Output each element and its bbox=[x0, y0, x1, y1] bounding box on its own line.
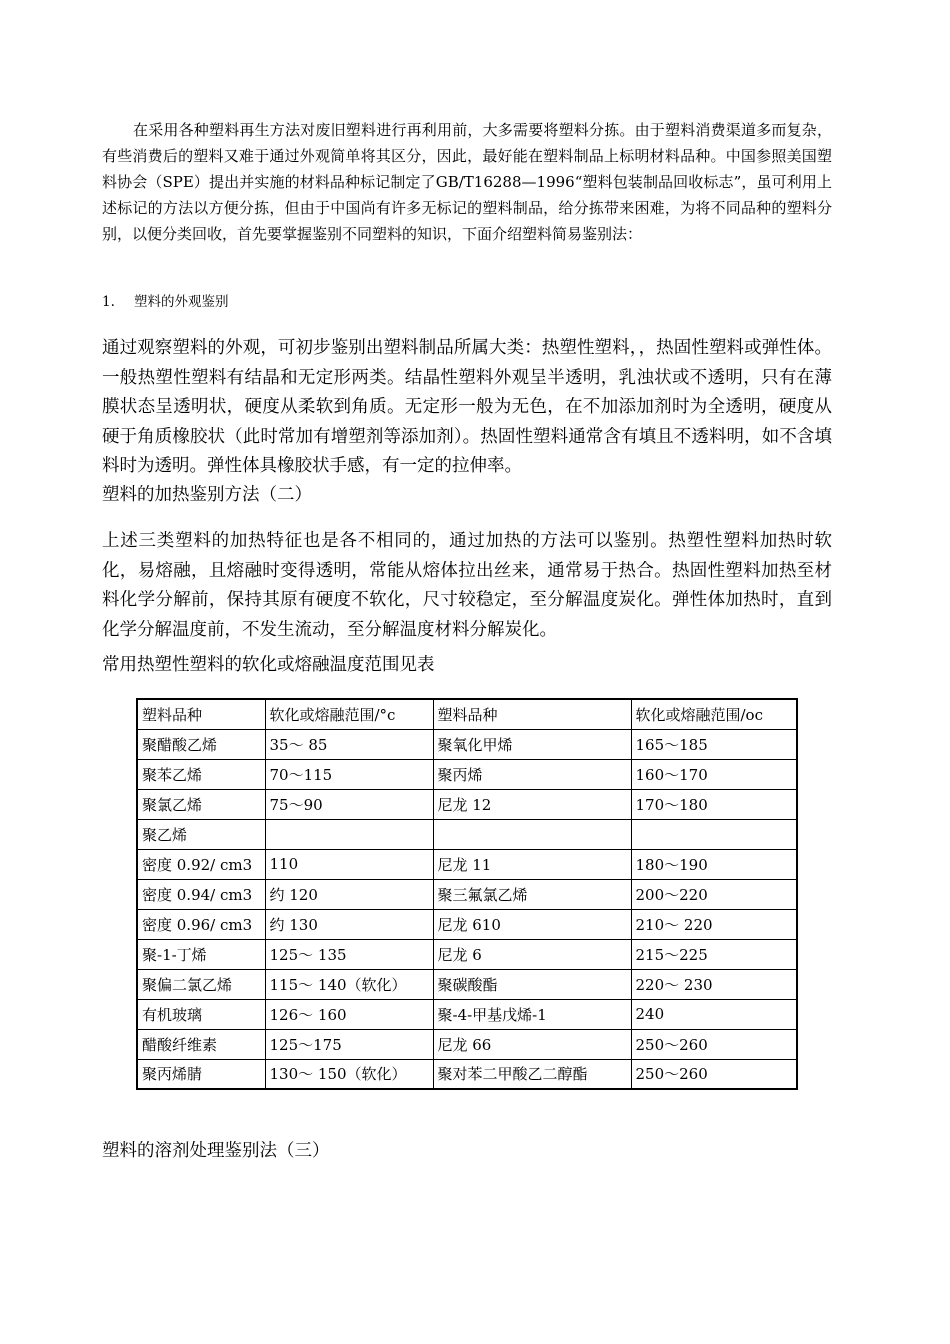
table-row bbox=[137, 729, 797, 759]
section1-paragraph: 通过观察塑料的外观，可初步鉴别出塑料制品所属大类：热塑性塑料，，热固性塑料或弹性体。一般热塑性塑料有结晶和无定形两类。结晶性塑料外观呈半透明，乳浊状或不透明，只有在薄膜状态呈透明状，硬度从柔软到角质。无定形一般为无色，在不加添加剂时为全透明，硬度从硬于角质橡胶状（此时常加有增塑剂等添加剂）。热固性塑料通常含有填且不透料明，如不含填料时为透明。弹性体具橡胶状手感，有一定的拉伸率。 bbox=[102, 338, 832, 476]
table-cell: 尼龙 610 bbox=[433, 909, 631, 939]
table-cell: 35～ 85 bbox=[265, 729, 433, 759]
table-cell: 聚醋酸乙烯 bbox=[137, 729, 265, 759]
table-row bbox=[137, 969, 797, 999]
table-cell: 尼龙 6 bbox=[433, 939, 631, 969]
table-header-cell: 软化或熔融范围/oc bbox=[631, 699, 797, 729]
table-cell: 250～260 bbox=[631, 1029, 797, 1059]
table-cell: 聚-1-丁烯 bbox=[137, 939, 265, 969]
section2-paragraph: 上述三类塑料的加热特征也是各不相同的，通过加热的方法可以鉴别。热塑性塑料加热时软化，易熔融，且熔融时变得透明，常能从熔体拉出丝来，通常易于热合。热固性塑料加热至材料化学分解前，保持其原有硬度不软化，尺寸较稳定，至分解温度炭化。弹性体加热时，直到化学分解温度前，不发生流动，至分解温度材料分解炭化。 bbox=[102, 531, 832, 640]
table-cell: 125～175 bbox=[265, 1029, 433, 1059]
table-title: 常用热塑性塑料的软化或熔融温度范围见表 bbox=[102, 655, 435, 675]
table-cell: 126～ 160 bbox=[265, 999, 433, 1029]
table-row bbox=[137, 789, 797, 819]
table-cell: 聚丙烯腈 bbox=[137, 1059, 265, 1089]
table-cell bbox=[265, 819, 433, 849]
table-row bbox=[137, 939, 797, 969]
table-cell: 尼龙 12 bbox=[433, 789, 631, 819]
table-cell bbox=[631, 819, 797, 849]
table-cell: 聚-4-甲基戊烯-1 bbox=[433, 999, 631, 1029]
table-cell: 165～185 bbox=[631, 729, 797, 759]
table-cell: 尼龙 11 bbox=[433, 849, 631, 879]
table-header-cell: 塑料品种 bbox=[433, 699, 631, 729]
table-cell: 醋酸纤维素 bbox=[137, 1029, 265, 1059]
table-cell: 聚碳酸酯 bbox=[433, 969, 631, 999]
table-cell: 密度 0.96/ cm3 bbox=[137, 909, 265, 939]
table-row bbox=[137, 909, 797, 939]
table-cell: 240 bbox=[631, 999, 797, 1029]
table-cell: 密度 0.92/ cm3 bbox=[137, 849, 265, 879]
table-cell: 170～180 bbox=[631, 789, 797, 819]
table-cell: 聚氯乙烯 bbox=[137, 789, 265, 819]
table-cell: 聚氧化甲烯 bbox=[433, 729, 631, 759]
table-cell: 115～ 140（软化） bbox=[265, 969, 433, 999]
table-cell: 180～190 bbox=[631, 849, 797, 879]
section3-heading: 塑料的溶剂处理鉴别法（三） bbox=[102, 1141, 330, 1161]
table-header-cell: 软化或熔融范围/°c bbox=[265, 699, 433, 729]
table-cell: 250～260 bbox=[631, 1059, 797, 1089]
table-row bbox=[137, 1059, 797, 1089]
table-row bbox=[137, 759, 797, 789]
table-header-cell: 塑料品种 bbox=[137, 699, 265, 729]
table-cell: 215～225 bbox=[631, 939, 797, 969]
table-cell bbox=[433, 819, 631, 849]
table-cell: 160～170 bbox=[631, 759, 797, 789]
table-cell: 210～ 220 bbox=[631, 909, 797, 939]
table-row bbox=[137, 849, 797, 879]
table-cell: 约 120 bbox=[265, 879, 433, 909]
table-cell: 125～ 135 bbox=[265, 939, 433, 969]
table-cell: 70～115 bbox=[265, 759, 433, 789]
table-cell: 聚丙烯 bbox=[433, 759, 631, 789]
table-row bbox=[137, 1029, 797, 1059]
table-cell: 密度 0.94/ cm3 bbox=[137, 879, 265, 909]
table-cell: 约 130 bbox=[265, 909, 433, 939]
table-cell: 130～ 150（软化） bbox=[265, 1059, 433, 1089]
table-row bbox=[137, 879, 797, 909]
table-row bbox=[137, 819, 797, 849]
table-cell: 聚苯乙烯 bbox=[137, 759, 265, 789]
table-cell: 聚三氟氯乙烯 bbox=[433, 879, 631, 909]
table-cell: 聚乙烯 bbox=[137, 819, 265, 849]
temperature-table bbox=[136, 698, 798, 1090]
table-cell: 聚偏二氯乙烯 bbox=[137, 969, 265, 999]
table-cell: 75～90 bbox=[265, 789, 433, 819]
table-cell: 尼龙 66 bbox=[433, 1029, 631, 1059]
section1-number: 1. bbox=[102, 294, 115, 310]
table-header-row bbox=[137, 699, 797, 729]
table-cell: 200～220 bbox=[631, 879, 797, 909]
section1-title: 塑料的外观鉴别 bbox=[134, 294, 229, 310]
intro-paragraph: 在采用各种塑料再生方法对废旧塑料进行再利用前，大多需要将塑料分拣。由于塑料消费渠道多而复杂，有些消费后的塑料又难于通过外观简单将其区分，因此，最好能在塑料制品上标明材料品种。中国参照美国塑料协会（SPE）提出并实施的材料品种标记制定了GB/T16288—1996“塑料包装制品回收标志”，虽可利用上述标记的方法以方便分拣，但由于中国尚有许多无标记的塑料制品，给分拣带来困难，为将不同品种的塑料分别，以便分类回收，首先要掌握鉴别不同塑料的知识，下面介绍塑料简易鉴别法： bbox=[102, 121, 832, 243]
table-row bbox=[137, 999, 797, 1029]
table-cell: 有机玻璃 bbox=[137, 999, 265, 1029]
table-cell: 聚对苯二甲酸乙二醇酯 bbox=[433, 1059, 631, 1089]
section1-heading bbox=[102, 292, 229, 312]
section2-heading: 塑料的加热鉴别方法（二） bbox=[102, 485, 312, 505]
table-cell: 220～ 230 bbox=[631, 969, 797, 999]
table-cell: 110 bbox=[265, 849, 433, 879]
